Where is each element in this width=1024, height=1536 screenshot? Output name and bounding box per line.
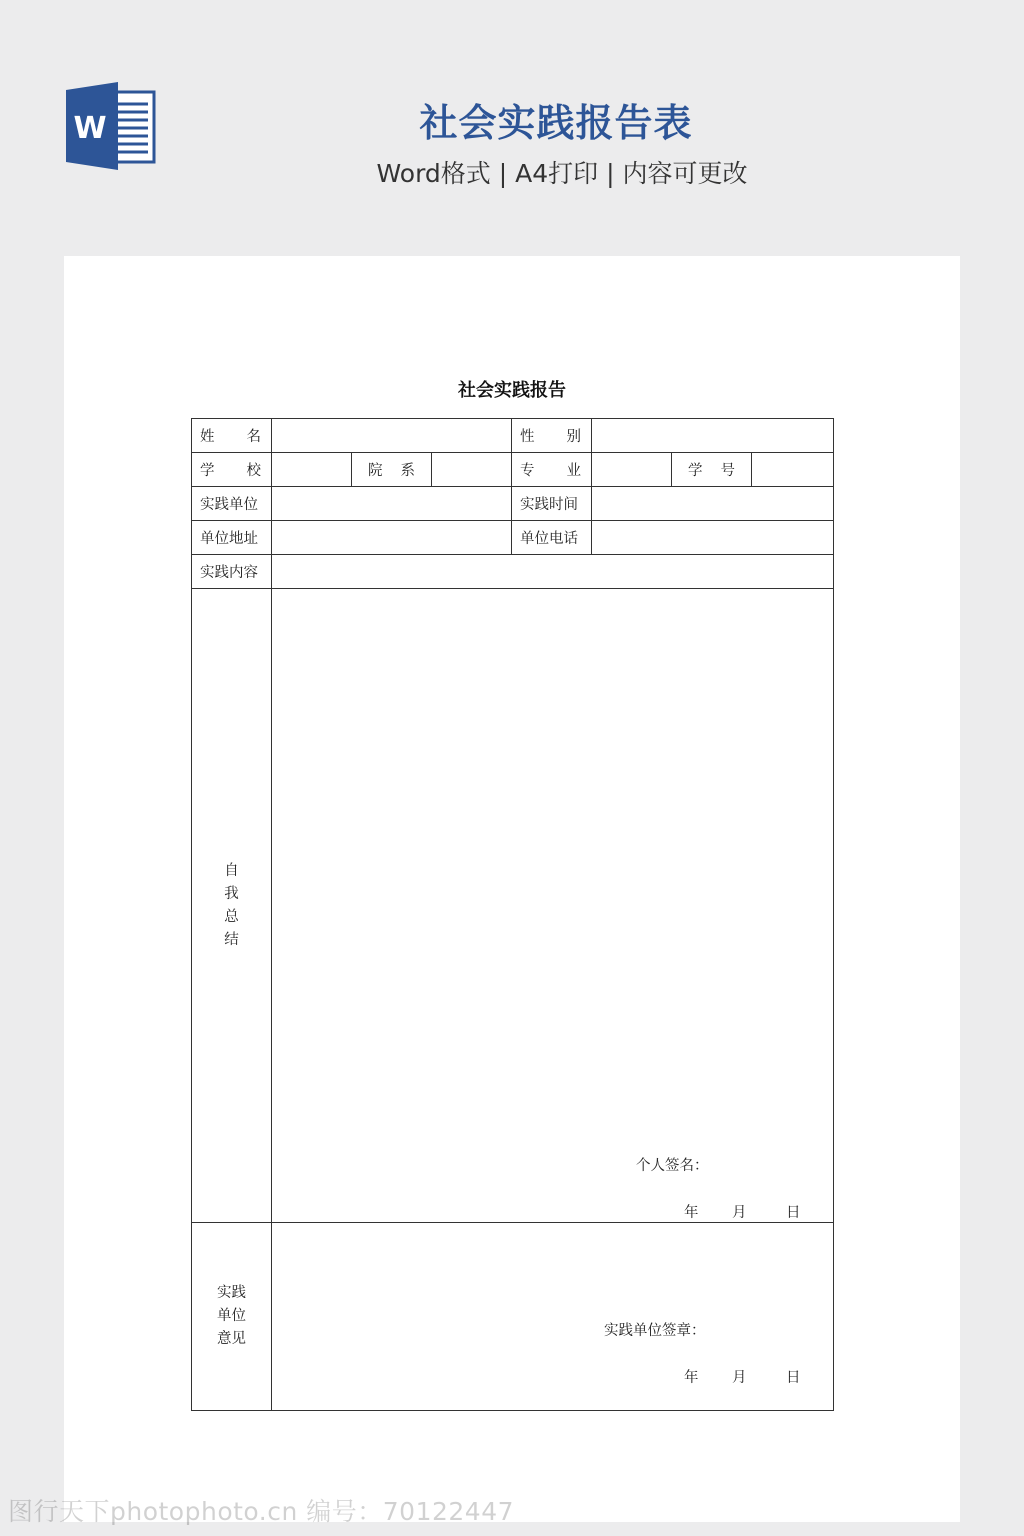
unit-opinion-field[interactable] xyxy=(272,1223,834,1411)
dept-field[interactable] xyxy=(432,453,512,487)
opinion-year-label: 年 xyxy=(684,1370,699,1386)
student-id-label: 学 号 xyxy=(672,453,752,487)
phone-label: 单位电话 xyxy=(512,521,592,555)
dept-label: 院 系 xyxy=(352,453,432,487)
address-label: 单位地址 xyxy=(192,521,272,555)
personal-signature-label: 个人签名： xyxy=(636,1158,709,1174)
table-row xyxy=(192,555,834,589)
name-field[interactable] xyxy=(272,419,512,453)
gender-field[interactable] xyxy=(592,419,834,453)
form-title: 社会实践报告 xyxy=(458,380,566,401)
page-title: 社会实践报告表 xyxy=(419,101,693,145)
table-row xyxy=(192,487,834,521)
school-label: 学 校 xyxy=(192,453,272,487)
opinion-day-label: 日 xyxy=(786,1370,801,1386)
student-id-field[interactable] xyxy=(752,453,834,487)
unit-stamp-label: 实践单位签章： xyxy=(604,1323,706,1339)
table-row xyxy=(192,419,834,453)
major-label: 专 业 xyxy=(512,453,592,487)
summary-month-label: 月 xyxy=(732,1205,747,1221)
unit-opinion-label: 实践 单位 意见 xyxy=(192,1223,272,1411)
content-field[interactable] xyxy=(272,555,834,589)
time-label: 实践时间 xyxy=(512,487,592,521)
unit-field[interactable] xyxy=(272,487,512,521)
summary-year-label: 年 xyxy=(684,1205,699,1221)
opinion-month-label: 月 xyxy=(732,1370,747,1386)
major-field[interactable] xyxy=(592,453,672,487)
address-field[interactable] xyxy=(272,521,512,555)
summary-day-label: 日 xyxy=(786,1205,801,1221)
page-subtitle: Word格式 | A4打印 | 内容可更改 xyxy=(376,159,748,188)
phone-field[interactable] xyxy=(592,521,834,555)
word-icon-letter: W xyxy=(73,111,107,146)
self-summary-field[interactable] xyxy=(272,589,834,1223)
gender-label: 性 别 xyxy=(512,419,592,453)
table-row xyxy=(192,589,834,1223)
watermark-text: 图行天下photophoto.cn 编号：70122447 xyxy=(8,1497,515,1526)
content-label: 实践内容 xyxy=(192,555,272,589)
unit-label: 实践单位 xyxy=(192,487,272,521)
table-row xyxy=(192,521,834,555)
name-label: 姓 名 xyxy=(192,419,272,453)
self-summary-label: 自 我 总 结 xyxy=(192,589,272,1223)
time-field[interactable] xyxy=(592,487,834,521)
school-field[interactable] xyxy=(272,453,352,487)
report-form-table xyxy=(191,418,834,1411)
table-row xyxy=(192,1223,834,1411)
table-row xyxy=(192,453,834,487)
